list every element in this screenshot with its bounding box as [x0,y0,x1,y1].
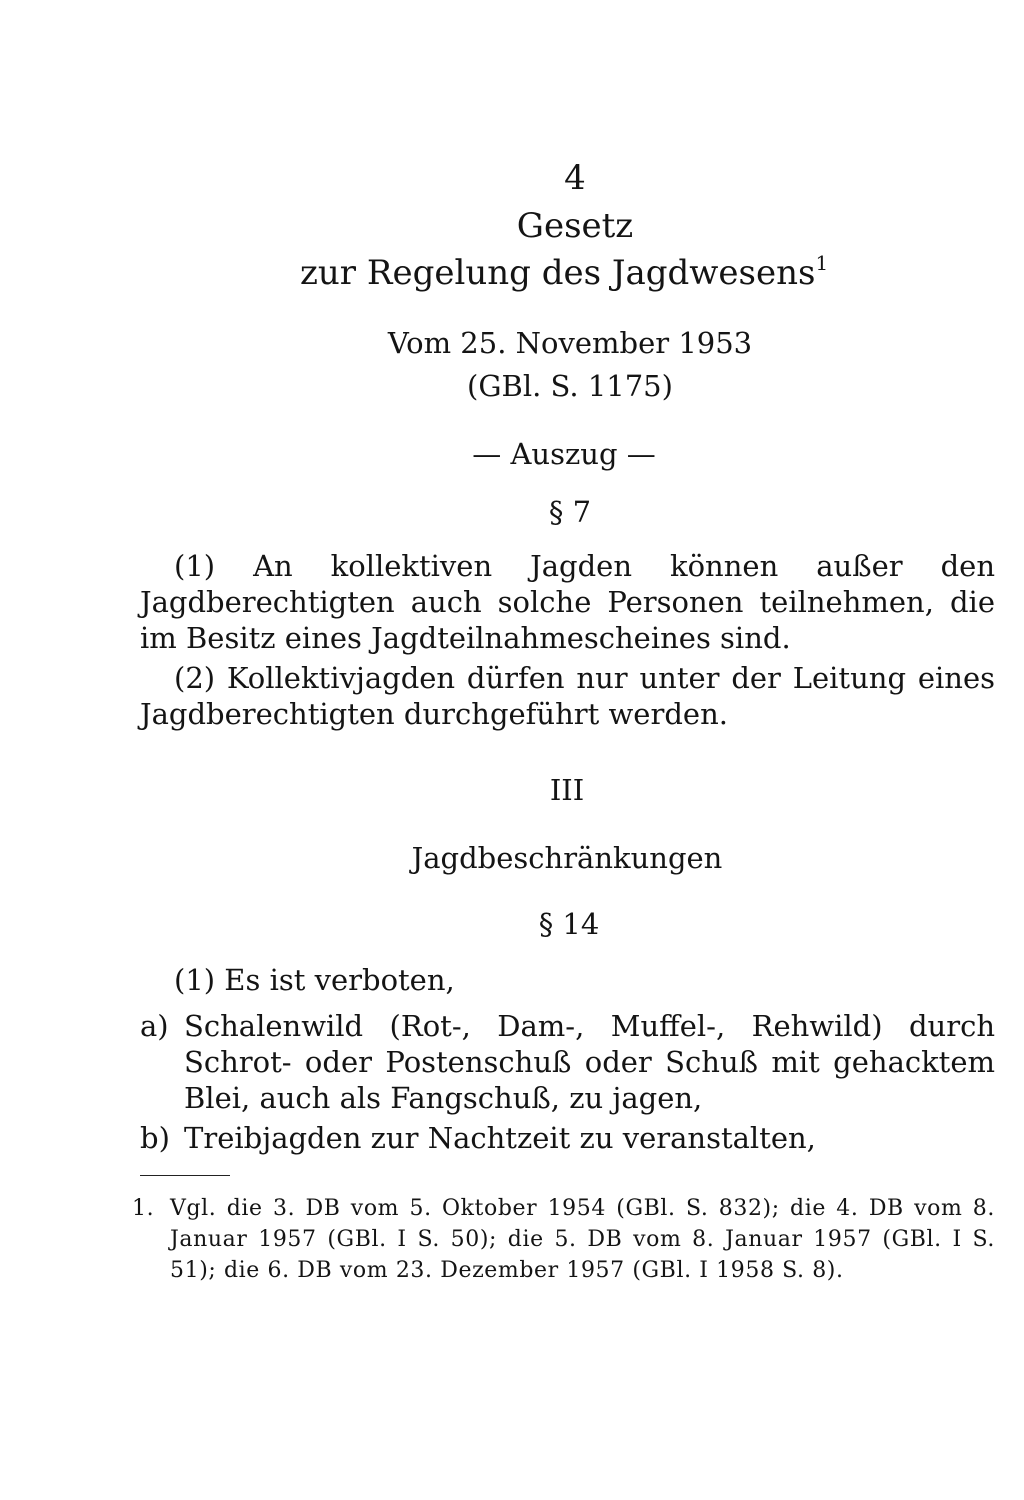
footnote [132,1193,995,1286]
list-item-a [140,1008,995,1116]
law-title: Gesetz [516,206,634,246]
law-subtitle [300,252,828,294]
section-14-heading: § 14 [538,907,600,941]
chapter-title: Jagdbeschränkungen [411,841,723,875]
part-numeral: III [549,773,585,807]
list-item-b [140,1120,995,1156]
section-7-heading: § 7 [548,495,592,529]
footnote-separator [140,1175,230,1176]
footnote-marker: 1. [132,1196,155,1221]
law-subtitle-text: zur Regelung des Jagdwesens [300,253,816,293]
list-marker-b: b) [140,1121,170,1155]
list-text-a: Schalenwild (Rot-, Dam-, Muffel-, Rehwild) durch Schrot- oder Postenschuß oder Schuß mit gehacktem Blei, auch als Fangschuß, zu jagen, [184,1009,995,1115]
excerpt-label: — Auszug — [472,437,656,471]
section-7-paragraph-1: (1) An kollektiven Jagden können außer den Jagdberechtigten auch solche Personen teilnehmen, die im Besitz eines Jagdteilnahmescheines sind. [140,549,995,655]
law-number: 4 [564,158,586,198]
enactment-date: Vom 25. November 1953 [387,326,753,360]
gazette-source: (GBl. S. 1175) [467,369,673,403]
section-7-paragraphs [140,548,995,732]
footnote-reference: 1 [815,251,829,275]
list-marker-a: a) [140,1009,169,1043]
footnote-text: Vgl. die 3. DB vom 5. Oktober 1954 (GBl. S. 832); die 4. DB vom 8. Januar 1957 (GBl. I S. 50); die 5. DB vom 8. Januar 1957 (GBl. I S. 51); die 6. DB vom 23. Dezember 1957 (GBl. I 1958 S. 8). [170,1196,995,1283]
list-text-b: Treibjagden zur Nachtzeit zu veranstalten, [184,1121,816,1155]
section-7-paragraph-2: (2) Kollektivjagden dürfen nur unter der Leitung eines Jagdberechtigten durchgeführt werden. [140,661,995,731]
section-14-intro: (1) Es ist verboten, [174,963,455,997]
